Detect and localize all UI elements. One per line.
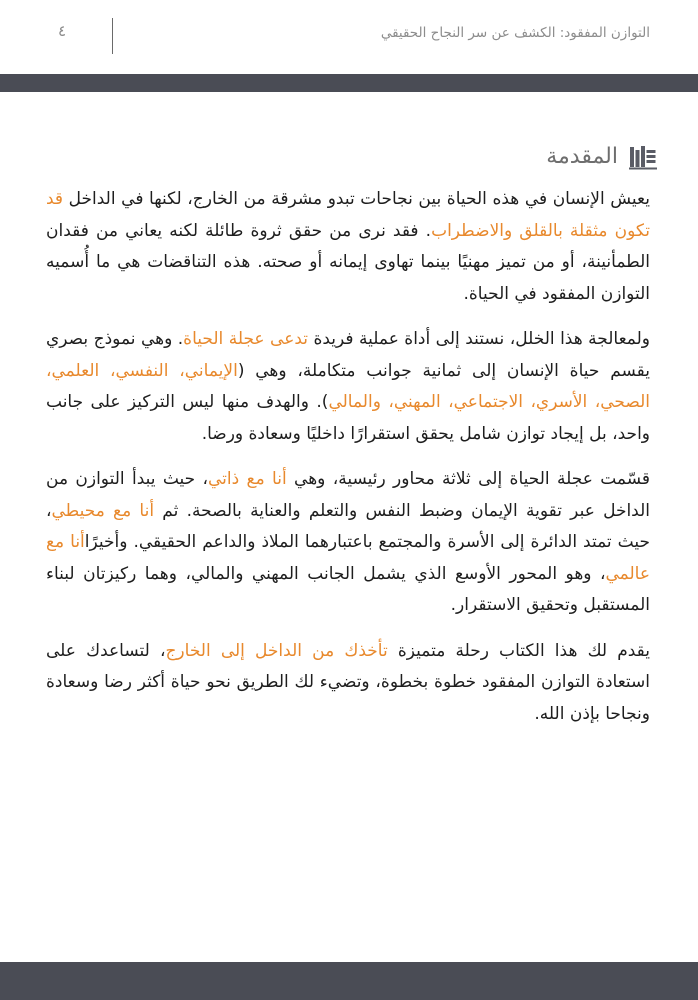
top-band bbox=[0, 74, 698, 92]
highlight-segment: تأخذك من الداخل إلى الخارج bbox=[165, 640, 388, 661]
running-title: التوازن المفقود: الكشف عن سر النجاح الحقيقي bbox=[380, 25, 650, 41]
text-segment: يقدم لك هذا الكتاب رحلة متميزة bbox=[387, 640, 650, 661]
text-segment: . فقد نرى من حقق ثروة طائلة لكنه يعاني من فقدان الطمأنينة، أو من تميز مهنيًا بينما تهاوى إيمانه أو صحته. هذه التناقضات هي ما أُسميه التوازن المفقود في الحياة. bbox=[46, 220, 650, 304]
text-segment: يعيش الإنسان في هذه الحياة بين نجاحات تبدو مشرقة من الخارج، لكنها في الداخل bbox=[63, 189, 650, 209]
highlight-segment: الإيماني، النفسي، العلمي، الصحي، الأسري، الاجتماعي، المهني، والمالي bbox=[46, 360, 650, 412]
text-segment: ، وهو المحور الأوسع الذي يشمل الجانب المهني والمالي، وهما ركيزتان لبناء المستقبل وتحقيق الاستقرار. bbox=[46, 563, 650, 615]
text-segment: ، حيث يبدأ التوازن من الداخل عبر تقوية الإيمان وضبط النفس والتعلم والعناية بالصحة. ثم bbox=[46, 469, 650, 521]
text-segment: قسّمت عجلة الحياة إلى ثلاثة محاور رئيسية، وهي bbox=[286, 469, 651, 489]
bottom-band bbox=[0, 962, 698, 1000]
section-heading bbox=[546, 142, 658, 172]
section-title: المقدمة bbox=[546, 144, 618, 169]
text-segment: ولمعالجة هذا الخلل، نستند إلى أداة عملية فريدة bbox=[308, 329, 650, 349]
text-segment: ، حيث تمتد الدائرة إلى الأسرة والمجتمع باعتبارهما الملاذ والداعم الحقيقي. وأخيرًا bbox=[46, 500, 650, 552]
highlight-segment: أنا مع عالمي bbox=[46, 532, 650, 584]
highlight-segment: تدعى عجلة الحياة bbox=[183, 329, 309, 349]
paragraph-2 bbox=[46, 324, 650, 450]
books-icon bbox=[628, 144, 658, 170]
highlight-segment: أنا مع محيطي bbox=[51, 500, 155, 521]
page-number: ٤ bbox=[58, 22, 67, 40]
intro-body bbox=[46, 184, 650, 744]
text-segment: ). والهدف منها ليس التركيز على جانب واحد، بل إيجاد توازن شامل يحقق استقرارًا داخليًا وسعادة ورضا. bbox=[46, 392, 650, 444]
paragraph-1 bbox=[46, 184, 650, 310]
page-header bbox=[0, 0, 698, 74]
text-segment: ، لتساعدك على استعادة التوازن المفقود خطوة بخطوة، وتضيء لك الطريق نحو حياة أكثر رضا وسعادة ونجاحا بإذن الله. bbox=[46, 640, 650, 724]
highlight-segment: قد تكون مثقلة بالقلق والاضطراب bbox=[46, 189, 650, 241]
paragraph-4 bbox=[46, 636, 650, 731]
highlight-segment: أنا مع ذاتي bbox=[208, 469, 287, 489]
text-segment: . وهي نموذج بصري يقسم حياة الإنسان إلى ثمانية جوانب متكاملة، وهي ( bbox=[46, 329, 650, 381]
header-divider bbox=[112, 18, 113, 54]
paragraph-3 bbox=[46, 464, 650, 622]
